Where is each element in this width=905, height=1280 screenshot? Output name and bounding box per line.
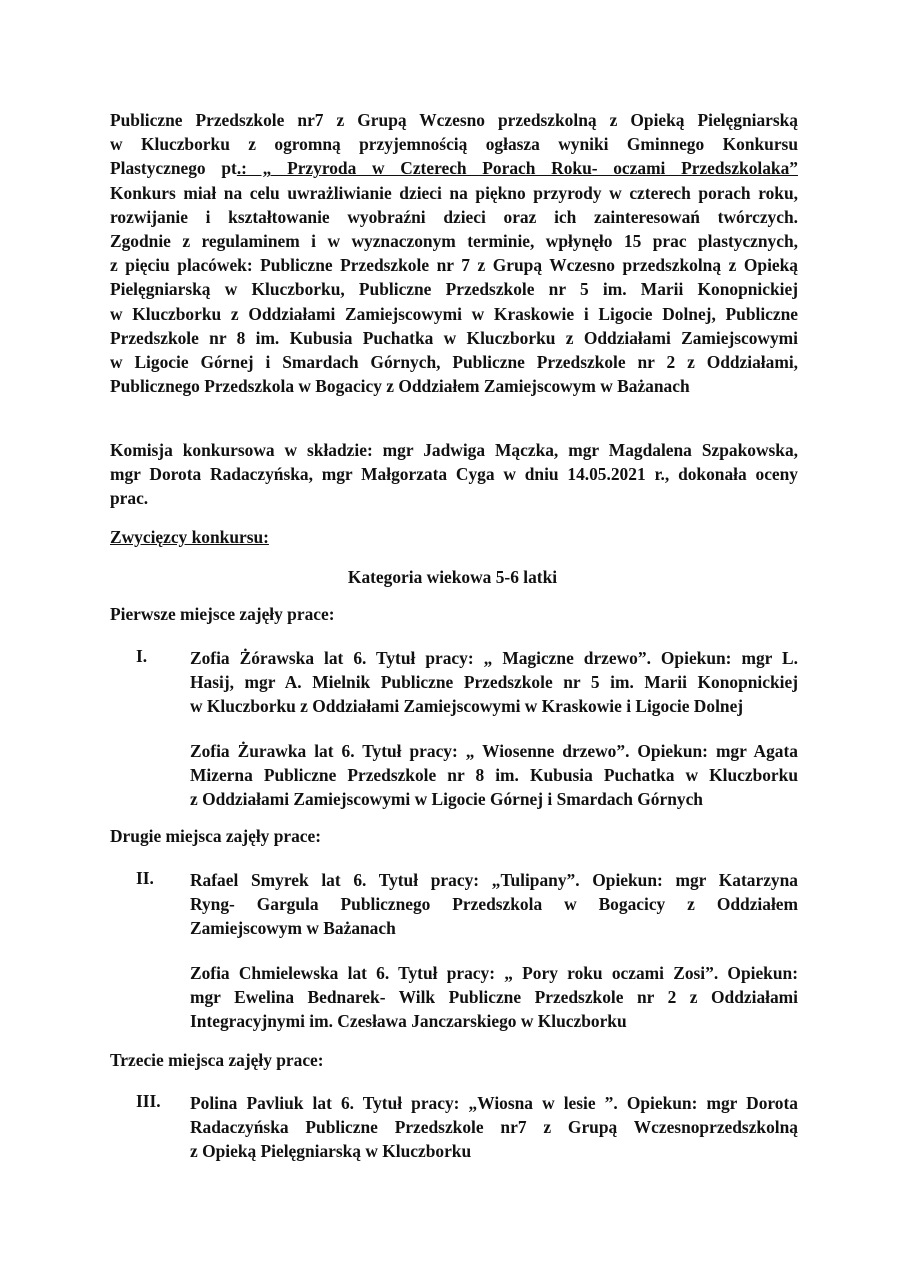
first-place-entry [190, 646, 798, 719]
entry-line: Rafael Smyrek lat 6. Tytuł pracy: „Tulipany”. Opiekun: mgr Katarzyna [190, 870, 798, 890]
entry-line: Integracyjnymi im. Czesława Janczarskiego w Kluczborku [190, 1011, 627, 1032]
commission-paragraph [110, 438, 798, 511]
entry-line: Zofia Żórawska lat 6. Tytuł pracy: „ Magiczne drzewo”. Opiekun: mgr L. [190, 648, 798, 668]
intro-line: Przedszkole nr 8 im. Kubusia Puchatka w Kluczborku z Oddziałami Zamiejscowymi [110, 327, 798, 348]
second-place-entry [190, 961, 798, 1034]
second-place-heading: Drugie miejsca zajęły prace: [110, 826, 322, 846]
entry-line: Radaczyńska Publiczne Przedszkole nr7 z Grupą Wczesnoprzedszkolną [190, 1117, 798, 1138]
commission-line: mgr Dorota Radaczyńska, mgr Małgorzata Cyga w dniu 14.05.2021 r., dokonała oceny [110, 464, 798, 485]
entry-line: z Opieką Pielęgniarską w Kluczborku [190, 1141, 472, 1162]
third-place-heading: Trzecie miejsca zajęły prace: [110, 1050, 324, 1070]
entry-line: z Oddziałami Zamiejscowymi w Ligocie Górnej i Smardach Górnych [190, 789, 703, 810]
intro-line: w Ligocie Górnej i Smardach Górnych, Publiczne Przedszkole nr 2 z Oddziałami, [110, 352, 798, 373]
first-place-numeral: I. [136, 646, 148, 666]
first-place-heading: Pierwsze miejsce zajęły prace: [110, 604, 335, 624]
winners-heading: Zwycięzcy konkursu: [110, 527, 269, 547]
intro-line: Publicznego Przedszkola w Bogacicy z Oddziałem Zamiejscowym w Bażanach [110, 376, 690, 397]
contest-title: .: „ Przyroda w Czterech Porach Roku- oczami Przedszkolaka” [236, 158, 798, 179]
intro-line: rozwijanie i kształtowanie wyobraźni dzieci oraz ich zainteresowań twórczych. [110, 206, 798, 227]
entry-line: Mizerna Publiczne Przedszkole nr 8 im. Kubusia Puchatka w Kluczborku [190, 765, 798, 786]
commission-line: prac. [110, 488, 149, 509]
intro-line: Publiczne Przedszkole nr7 z Grupą Wczesno przedszkolną z Opieką Pielęgniarską [110, 110, 798, 130]
entry-line: Hasij, mgr A. Mielnik Publiczne Przedszkole nr 5 im. Marii Konopnickiej [190, 672, 798, 693]
third-place-numeral: III. [136, 1091, 161, 1111]
intro-line: z pięciu placówek: Publiczne Przedszkole nr 7 z Grupą Wczesno przedszkolną z Opieką [110, 255, 798, 276]
entry-line: Polina Pavliuk lat 6. Tytuł pracy: „Wiosna w lesie ”. Opiekun: mgr Dorota [190, 1093, 798, 1113]
entry-line: w Kluczborku z Oddziałami Zamiejscowymi w Kraskowie i Ligocie Dolnej [190, 696, 744, 717]
first-place-entry [190, 739, 798, 812]
intro-line: Pielęgniarską w Kluczborku, Publiczne Przedszkole nr 5 im. Marii Konopnickiej [110, 279, 798, 300]
second-place-numeral: II. [136, 868, 154, 888]
intro-line: Zgodnie z regulaminem i w wyznaczonym terminie, wpłynęło 15 prac plastycznych, [110, 231, 798, 252]
intro-line: w Kluczborku z Oddziałami Zamiejscowymi w Kraskowie i Ligocie Dolnej, Publiczne [110, 303, 798, 324]
entry-line: Zofia Chmielewska lat 6. Tytuł pracy: „ Pory roku oczami Zosi”. Opiekun: [190, 963, 798, 983]
intro-line: w Kluczborku z ogromną przyjemnością ogłasza wyniki Gminnego Konkursu [110, 134, 798, 155]
entry-line: mgr Ewelina Bednarek- Wilk Publiczne Przedszkole nr 2 z Oddziałami [190, 987, 798, 1008]
commission-line: Komisja konkursowa w składzie: mgr Jadwiga Mączka, mgr Magdalena Szpakowska, [110, 440, 798, 460]
age-category-heading: Kategoria wiekowa 5-6 latki [347, 567, 558, 587]
entry-line: Ryng- Gargula Publicznego Przedszkola w Bogacicy z Oddziałem [190, 894, 798, 915]
third-place-entry [190, 1091, 798, 1164]
intro-line: Konkurs miał na celu uwrażliwianie dzieci na piękno przyrody w czterech porach roku, [110, 182, 798, 203]
entry-line: Zamiejscowym w Bażanach [190, 918, 396, 939]
intro-line-contest-title [110, 156, 798, 180]
intro-line-prefix: Plastycznego pt [110, 158, 237, 179]
second-place-entry [190, 868, 798, 941]
entry-line: Zofia Żurawka lat 6. Tytuł pracy: „ Wiosenne drzewo”. Opiekun: mgr Agata [190, 741, 798, 761]
intro-paragraph [110, 108, 798, 398]
